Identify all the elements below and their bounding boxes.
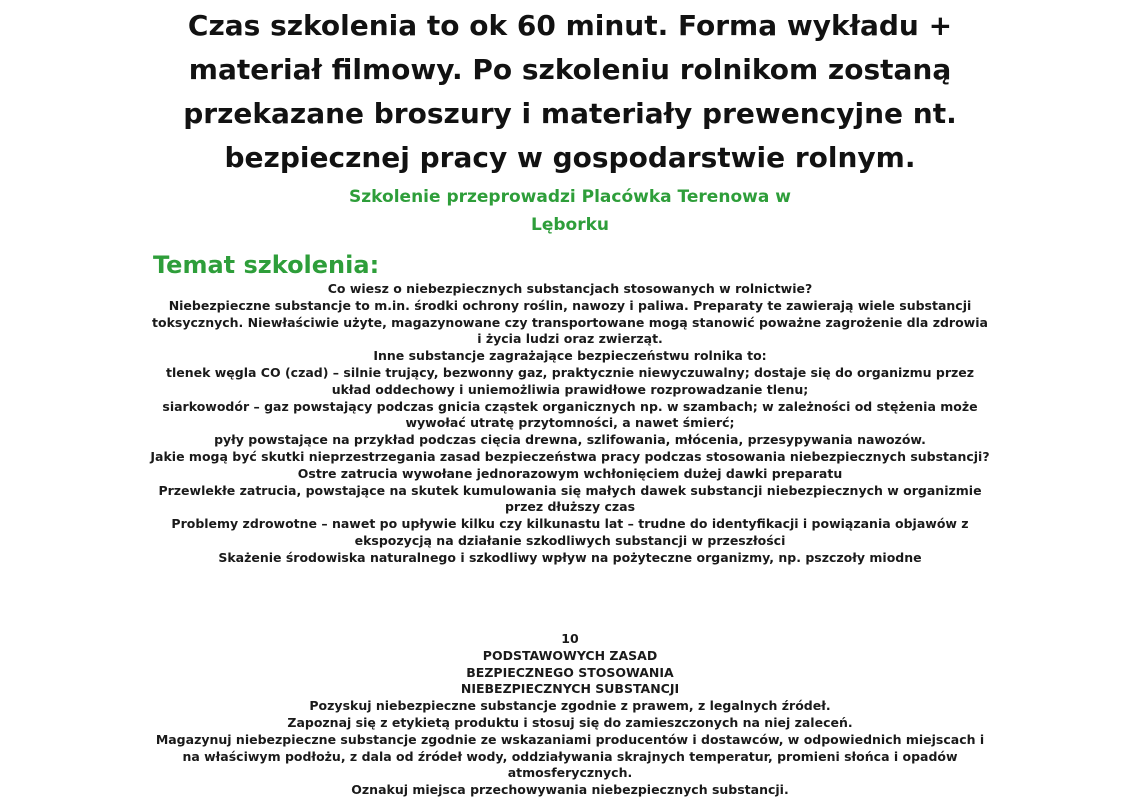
topic-title: Temat szkolenia: — [153, 251, 380, 279]
hazards-line: Jakie mogą być skutki nieprzestrzegania zasad bezpieczeństwa pracy podczas stosowania niebezpiecznych substancji? — [150, 448, 990, 464]
hazards-line: przez dłuższy czas — [504, 499, 636, 515]
hazards-line: Ostre zatrucia wywołane jednorazowym wchłonięciem dużej dawki preparatu — [297, 465, 843, 481]
rules-heading-line: 10 — [561, 631, 579, 646]
rules-line: atmosferycznych. — [507, 765, 633, 781]
hazards-line: Niebezpieczne substancje to m.in. środki ochrony roślin, nawozy i paliwa. Preparaty te zawierają wiele substancji — [168, 297, 972, 313]
hazards-line: toksycznych. Niewłaściwie użyte, magazynowane czy transportowane mogą stanowić poważne zagrożenie dla zdrowia — [152, 314, 988, 330]
rules-line: Pozyskuj niebezpieczne substancje zgodnie z prawem, z legalnych źródeł. — [309, 698, 831, 714]
rules-line: Oznakuj miejsca przechowywania niebezpiecznych substancji. — [351, 782, 789, 798]
rules-section — [80, 631, 1060, 799]
headline-line: bezpiecznej pracy w gospodarstwie rolnym. — [224, 141, 916, 174]
hazards-line: siarkowodór – gaz powstający podczas gnicia cząstek organicznych np. w szambach; w zależności od stężenia może — [162, 398, 978, 414]
hazards-section — [80, 281, 1060, 567]
subtitle-line: Lęborku — [530, 215, 609, 235]
hazards-line: Skażenie środowiska naturalnego i szkodliwy wpływ na pożyteczne organizmy, np. pszczoły miodne — [218, 549, 922, 565]
hazards-line: ekspozycją na działanie szkodliwych substancji w przeszłości — [354, 532, 786, 548]
hazards-line: Przewlekłe zatrucia, powstające na skutek kumulowania się małych dawek substancji niebezpiecznych w organizmie — [158, 482, 982, 498]
hazards-line: i życia ludzi oraz zwierząt. — [477, 331, 663, 347]
headline-line: materiał filmowy. Po szkoleniu rolnikom zostaną — [188, 53, 952, 86]
hazards-line: układ oddechowy i uniemożliwia prawidłowe rozprowadzanie tlenu; — [331, 381, 809, 397]
rules-heading-line: NIEBEZPIECZNYCH SUBSTANCJI — [460, 681, 680, 697]
hazards-line: Problemy zdrowotne – nawet po upływie kilku czy kilkunastu lat – trudne do identyfikacji i powiązania objawów z — [171, 516, 969, 532]
rules-line: na właściwym podłożu, z dala od źródeł wody, oddziaływania skrajnych temperatur, promieni słońca i opadów — [182, 748, 958, 764]
rules-heading-line: PODSTAWOWYCH ZASAD — [482, 647, 658, 663]
hazards-line: wywołać utratę przytomności, a nawet śmierć; — [405, 415, 735, 431]
rules-heading-line: BEZPIECZNEGO STOSOWANIA — [466, 664, 674, 680]
headline-line: przekazane broszury i materiały prewencyjne nt. — [183, 97, 957, 130]
hazards-line: pyły powstające na przykład podczas cięcia drewna, szlifowania, młócenia, przesypywania nawozów. — [214, 432, 926, 448]
hazards-line: tlenek węgla CO (czad) – silnie trujący, bezwonny gaz, praktycznie niewyczuwalny; dostaje się do organizmu przez — [165, 364, 975, 380]
hazards-line: Co wiesz o niebezpiecznych substancjach stosowanych w rolnictwie? — [327, 281, 813, 296]
headline-line: Czas szkolenia to ok 60 minut. Forma wykładu + — [187, 9, 953, 42]
headline — [180, 4, 960, 180]
subtitle-line: Szkolenie przeprowadzi Placówka Terenowa w — [349, 187, 791, 207]
hazards-line: Inne substancje zagrażające bezpieczeństwu rolnika to: — [373, 348, 767, 364]
trainer-subtitle — [300, 183, 840, 239]
rules-line: Magazynuj niebezpieczne substancje zgodnie ze wskazaniami producentów i dostawców, w odpowiednich miejscach i — [155, 731, 985, 747]
rules-line: Zapoznaj się z etykietą produktu i stosuj się do zamieszczonych na niej zaleceń. — [287, 714, 853, 730]
